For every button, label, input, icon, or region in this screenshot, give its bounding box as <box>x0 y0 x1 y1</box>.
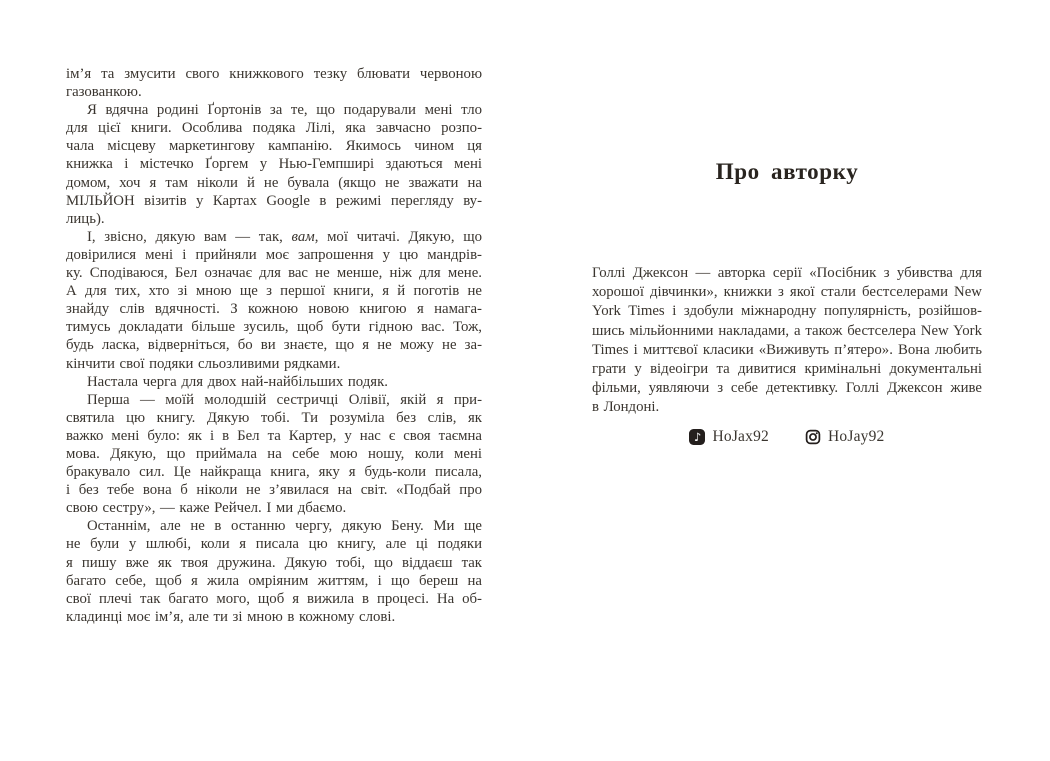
text-line: York Times і здобули міжнародну популярність, розійшов- <box>592 303 982 320</box>
instagram-handle-label: HoJay92 <box>828 428 885 445</box>
text-line: свою сестру», — каже Рейчел. І ми дбаємо. <box>66 500 347 517</box>
text-line: мова. Дякую, що приймала на себе мою ношу, коли мені <box>66 445 482 462</box>
text-line: МІЛЬЙОН візитів у Картах Google в режимі перегляду ву- <box>66 192 482 209</box>
social-row <box>592 428 982 446</box>
about-author-text <box>592 264 982 418</box>
text-line: газованкою. <box>66 84 142 101</box>
text-line: кладинці моє ім’я, але ти зі мною в кожному слові. <box>66 608 396 625</box>
text-line: Я вдячна родині Ґортонів за те, що подарували мені тло <box>87 102 482 119</box>
text-line: чала місцеву маркетингову кампанію. Якимось чином ця <box>66 138 482 155</box>
text-line: книжка і містечко Ґоргем у Нью-Гемпширі здаються мені <box>66 156 482 173</box>
text-line: важко мені було: як і в Бел та Картер, у нас є своя таємна <box>66 427 482 444</box>
text-line: в Лондоні. <box>592 399 660 416</box>
left-page <box>66 0 482 761</box>
music-note-glyph: ♪ <box>693 430 702 444</box>
acknowledgments-text <box>66 65 482 626</box>
text-line: Перша — моїй молодшій сестричці Олівії, якій я при- <box>87 391 482 408</box>
right-page <box>592 0 982 761</box>
text-line: фільми, уявляючи з себе детективку. Голлі Джексон живе <box>592 380 982 397</box>
text-line: не були у шлюбі, коли я писала цю книгу, але ці подяки <box>66 536 482 553</box>
text-line: Останнім, але не в останню чергу, дякую Бену. Ми ще <box>87 518 482 535</box>
text-line: знайду слів вдячності. З кожною новою книгою я намага- <box>66 301 482 318</box>
text-line: я пишу вже як твоя дружина. Дякую тобі, що віддаєш так <box>66 554 482 571</box>
text-line: довірилися мені і прийняли моє запрошення у цю мандрів- <box>66 246 482 263</box>
text-line: кінчити свої подяки сльозливими рядками. <box>66 355 341 372</box>
text-line: хорошої дівчинки», книжки з якої стали бестселерами New <box>592 284 982 301</box>
text-line: тимусь докладати більше зусиль, щоб бути гідною вас. Тож, <box>66 319 482 336</box>
text-line: ім’я та змусити свого книжкового тезку блювати червоною <box>66 66 482 82</box>
text-line: лиць). <box>66 210 105 227</box>
text-line: А для тих, хто зі мною ще з першої книги, я й поготів не <box>66 283 482 300</box>
text-line: Times і миттєвої класики «Виживуть п’ятеро». Вона любить <box>592 341 982 358</box>
text-line: шись мільйонними накладами, а також бестселера New York <box>592 322 982 339</box>
text-line: Настала черга для двох най-найбільших подяк. <box>87 373 388 390</box>
text-line: домом, хоч я там ніколи й не бувала (якщо не зважати на <box>66 174 482 191</box>
page-title: Про авторку <box>715 159 859 184</box>
text-line: бракувало сил. Це найкраща книга, яку я будь-коли писала, <box>66 464 482 481</box>
text-line: багато себе, щоб я жила омріяним життям, і що береш на <box>66 572 482 589</box>
text-line: святила цю книгу. Дякую тобі. Ти розуміла без слів, як <box>66 409 482 426</box>
text-line: будь ласка, відверніться, бо ви знаєте, що я не можу не за- <box>66 337 482 354</box>
text-line: для цієї книги. Особлива подяка Лілі, яка завчасно розпо- <box>66 120 482 137</box>
text-line: грати у відеоігри та дивитися кримінальні документальні <box>592 361 982 378</box>
text-line: і без тебе вона б ніколи не з’явилася на світ. «Подбай про <box>66 482 482 499</box>
text-line: І, звісно, дякую вам — так, вам, мої читачі. Дякую, що <box>87 228 482 245</box>
text-line: ку. Сподіваюся, Бел означає для вас не менше, ніж для мене. <box>66 265 482 282</box>
tiktok-handle <box>689 428 769 446</box>
instagram-icon <box>805 429 821 445</box>
tiktok-icon <box>689 429 705 445</box>
tiktok-handle-label: HoJax92 <box>712 428 769 445</box>
text-line: Голлі Джексон — авторка серії «Посібник з убивства для <box>592 265 982 281</box>
instagram-handle <box>805 428 885 446</box>
text-line: свої плечі так багато мого, щоб я вижила в процесі. На об- <box>66 590 482 607</box>
